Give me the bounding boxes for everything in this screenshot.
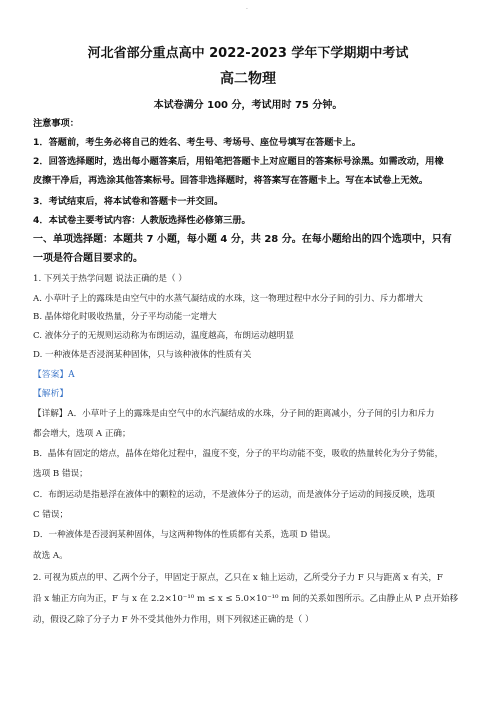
- exam-title: 河北省部分重点高中 2022-2023 学年下学期期中考试: [87, 46, 409, 61]
- q1-option-d: D. 一种液体是否浸润某种固体，只与该种液体的性质有关: [33, 350, 252, 360]
- q1-option-a: A. 小草叶子上的露珠是由空气中的水蒸气凝结成的水珠，这一物理过程中水分子间的引力、斥力都增大: [33, 294, 423, 304]
- q1-explanation-line: 都会增大，选项 A 正确；: [33, 429, 131, 439]
- notice-item: 皮擦干净后，再选涂其他答案标号。回答非选择题时，将答案写在答题卡上。写在本试卷上无效。: [33, 175, 429, 186]
- notice-heading: 注意事项：: [33, 118, 79, 129]
- q2-stem-line: 2. 可视为质点的甲、乙两个分子，甲固定于原点，乙只在 x 轴上运动，乙所受分子力 F 只与距离 x 有关，F: [33, 573, 443, 583]
- q2-stem-line: 沿 x 轴正方向为正，F 与 x 在 2.2×10⁻¹⁰ m ≤ x ≤ 5.0×10⁻¹⁰ m 间的关系如图所示。乙由静止从 P 点开始移: [33, 594, 459, 604]
- q1-explanation-line: B．晶体有固定的熔点，晶体在熔化过程中，温度不变，分子的平均动能不变，吸收的热量转化为分子势能，: [33, 449, 444, 459]
- notice-item: 4．本试卷主要考试内容：人教版选择性必修第三册。: [33, 215, 251, 226]
- q2-stem-line: 动，假设乙除了分子力 F 外不受其他外力作用，则下列叙述正确的是（ ）: [33, 615, 314, 625]
- q1-answer: 【答案】A: [33, 370, 75, 380]
- exam-info: 本试卷满分 100 分，考试用时 75 分钟。: [153, 100, 343, 111]
- header-mark: ·: [246, 6, 248, 13]
- exam-subject: 高二物理: [220, 71, 276, 87]
- section-heading: 一、单项选择题：本题共 7 小题，每小题 4 分，共 28 分。在每小题给出的四个选项中，只有: [33, 234, 452, 245]
- q1-explanation-line: 【详解】A．小草叶子上的露珠是由空气中的水汽凝结成的水珠，分子间的距离减小，分子间的引力和斥力: [33, 409, 435, 419]
- q1-explanation-line: D．一种液体是否浸润某种固体，与这两种物体的性质都有关系，选项 D 错误。: [33, 530, 336, 540]
- notice-item: 1．答题前，考生务必将自己的姓名、考生号、考场号、座位号填写在答题卡上。: [33, 137, 361, 148]
- q1-explanation-line: C．布朗运动是指悬浮在液体中的颗粒的运动，不是液体分子的运动，而是液体分子运动的间接反映，选项: [33, 490, 435, 500]
- q1-option-c: C. 液体分子的无规则运动称为布朗运动，温度越高，布朗运动越明显: [33, 331, 294, 341]
- section-heading-cont: 一项是符合题目要求的。: [33, 253, 143, 264]
- q1-explanation-line: 选项 B 错误；: [33, 469, 88, 479]
- notice-item: 3．考试结束后，将本试卷和答题卡一并交回。: [33, 196, 224, 207]
- q1-conclusion: 故选 A。: [33, 551, 68, 561]
- q1-stem: 1. 下列关于热学问题 说法正确的是（ ）: [33, 274, 187, 284]
- q1-analysis-tag: 【解析】: [33, 389, 69, 399]
- notice-item: 2．回答选择题时，选出每小题答案后，用铅笔把答题卡上对应题目的答案标号涂黑。如需改动，用橡: [33, 156, 444, 167]
- q1-explanation-line: C 错误；: [33, 510, 69, 520]
- q1-option-b: B. 晶体熔化时吸收热量，分子平均动能一定增大: [33, 312, 217, 322]
